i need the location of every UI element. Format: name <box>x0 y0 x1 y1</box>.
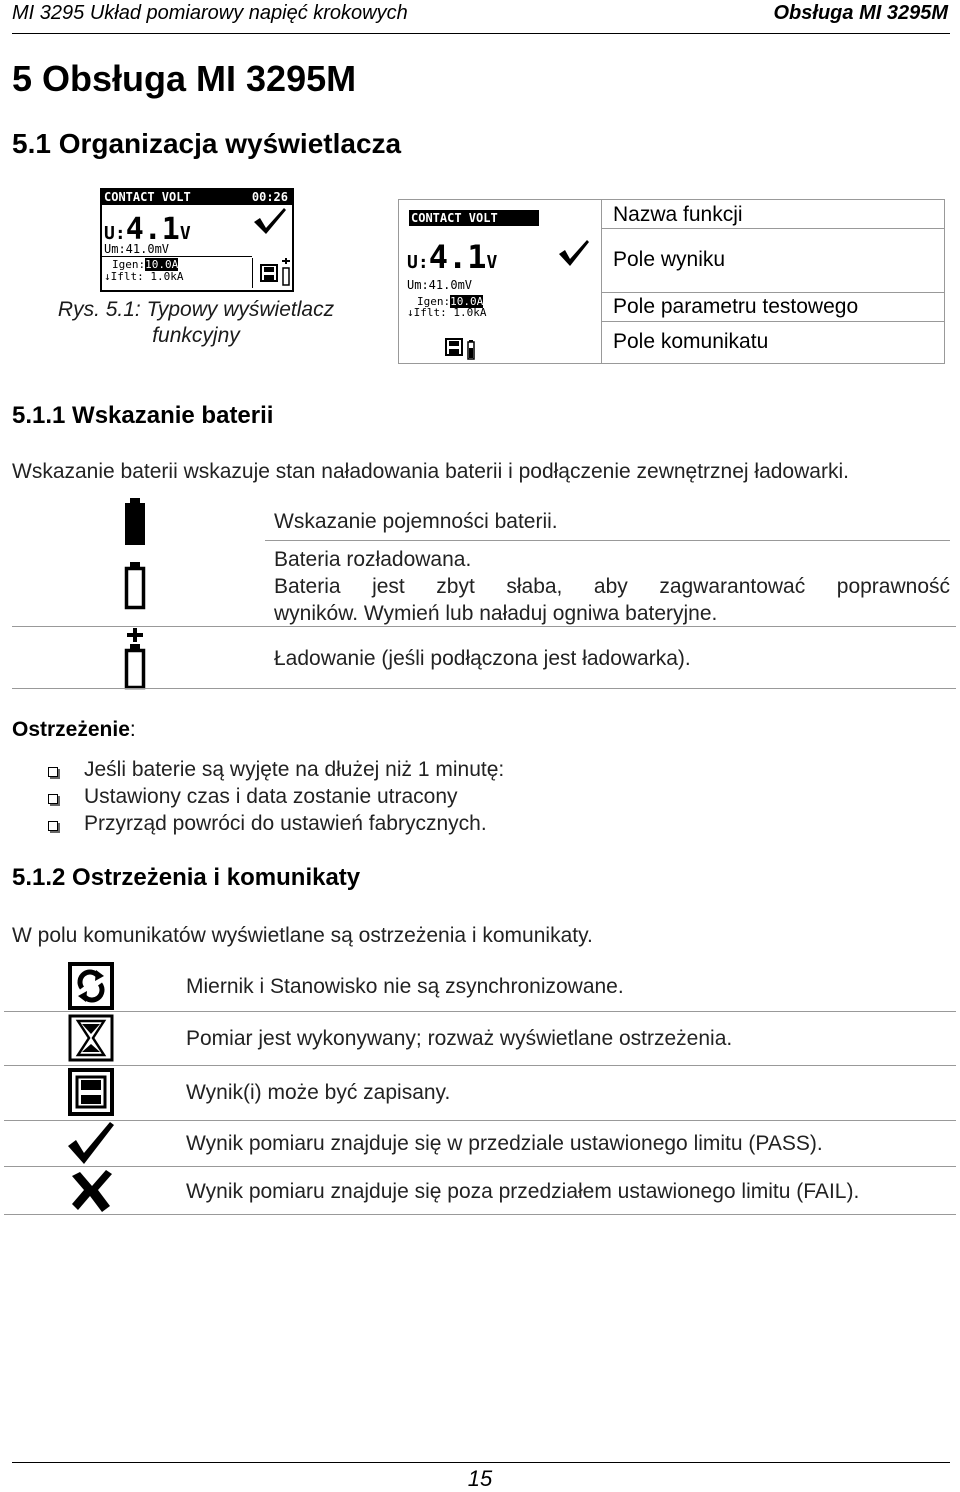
small-display <box>100 188 294 292</box>
warning-item-1: Jeśli baterie są wyjęte na dłużej niż 1 minutę: <box>84 758 505 781</box>
pass-check-icon <box>66 1120 116 1166</box>
small-save-icon <box>260 264 278 282</box>
message-row2-text: Pomiar jest wykonywany; rozważ wyświetlane ostrzeżenia. <box>186 1027 733 1050</box>
message-row3-text: Wynik(i) może być zapisany. <box>186 1081 451 1104</box>
small-check-icon <box>252 206 288 236</box>
large-result: U:4.1V <box>407 238 498 276</box>
warning-label: Ostrzeżenie: <box>12 718 136 741</box>
battery-row2-line2: Bateria jest zbyt słaba, aby zagwarantować poprawność <box>274 575 950 598</box>
battery-intro: Wskazanie baterii wskazuje stan naładowania baterii i podłączenie zewnętrznej ładowarki. <box>12 460 849 483</box>
battery-row2-line3: wyników. Wymień lub naładuj ogniwa bateryjne. <box>274 602 718 625</box>
warning-item-3: Przyrząd powróci do ustawień fabrycznych. <box>84 812 487 835</box>
warning-bullet-2 <box>48 794 58 804</box>
save-disk-icon <box>68 1068 114 1116</box>
large-um: Um:41.0mV <box>407 278 473 292</box>
large-iflt: ↓Iflt: 1.0kA <box>407 306 487 319</box>
battery-empty-icon <box>124 562 146 610</box>
battery-section-title: 5.1.1 Wskazanie baterii <box>12 402 274 429</box>
footer-rule <box>12 1462 950 1463</box>
battery-row3-text: Ładowanie (jeśli podłączona jest ładowarka). <box>274 647 691 670</box>
hourglass-icon <box>68 1014 114 1062</box>
small-um: Um:41.0mV <box>104 242 170 256</box>
small-igen: Igen:10.0A <box>112 258 179 271</box>
messages-section-title: 5.1.2 Ostrzeżenia i komunikaty <box>12 864 361 891</box>
warning-bullet-3 <box>48 821 58 831</box>
large-save-icon <box>445 338 463 356</box>
battery-row2-line1: Bateria rozładowana. <box>274 548 472 571</box>
large-function-name: CONTACT VOLT <box>409 210 539 226</box>
figure-legend <box>398 199 945 364</box>
small-display-header <box>102 190 292 205</box>
fail-cross-icon <box>68 1168 116 1214</box>
sync-icon <box>68 962 114 1010</box>
small-result: U:4.1V <box>104 212 191 247</box>
legend-parameter-field: Pole parametru testowego <box>613 295 859 318</box>
message-row1-text: Miernik i Stanowisko nie są zsynchronizowane. <box>186 975 624 998</box>
battery-full-icon <box>124 498 146 546</box>
message-row4-text: Wynik pomiaru znajduje się w przedziale ustawionego limitu (PASS). <box>186 1132 823 1155</box>
small-battery-charging-icon <box>282 258 290 286</box>
legend-result-field: Pole wyniku <box>613 248 726 271</box>
header-chapter: Obsługa MI 3295M <box>773 2 948 24</box>
large-igen: Igen:10.0A <box>417 295 484 308</box>
small-iflt: ↓Iflt: 1.0kA <box>104 270 184 283</box>
page-number: 15 <box>467 1466 493 1491</box>
message-row5-text: Wynik pomiaru znajduje się poza przedziałem ustawionego limitu (FAIL). <box>186 1180 860 1203</box>
large-battery-icon <box>467 340 475 360</box>
figure-caption: Rys. 5.1: Typowy wyświetlacz funkcyjny <box>57 298 335 347</box>
warning-bullet-1 <box>48 767 58 777</box>
chapter-title: 5 Obsługa MI 3295M <box>12 58 357 99</box>
legend-message-field: Pole komunikatu <box>613 330 769 353</box>
small-function-name: CONTACT VOLT <box>104 190 191 204</box>
legend-function-name: Nazwa funkcji <box>613 203 743 226</box>
header-title: MI 3295 Układ pomiarowy napięć krokowych <box>12 2 408 24</box>
warning-item-2: Ustawiony czas i data zostanie utracony <box>84 785 458 808</box>
battery-charging-icon <box>124 628 146 690</box>
header-rule <box>12 33 950 34</box>
large-check-icon <box>557 238 591 268</box>
section-title: 5.1 Organizacja wyświetlacza <box>12 128 402 159</box>
battery-row1-text: Wskazanie pojemności baterii. <box>274 510 558 533</box>
small-time: 00:26 <box>251 190 288 204</box>
messages-intro: W polu komunikatów wyświetlane są ostrzeżenia i komunikaty. <box>12 924 593 947</box>
